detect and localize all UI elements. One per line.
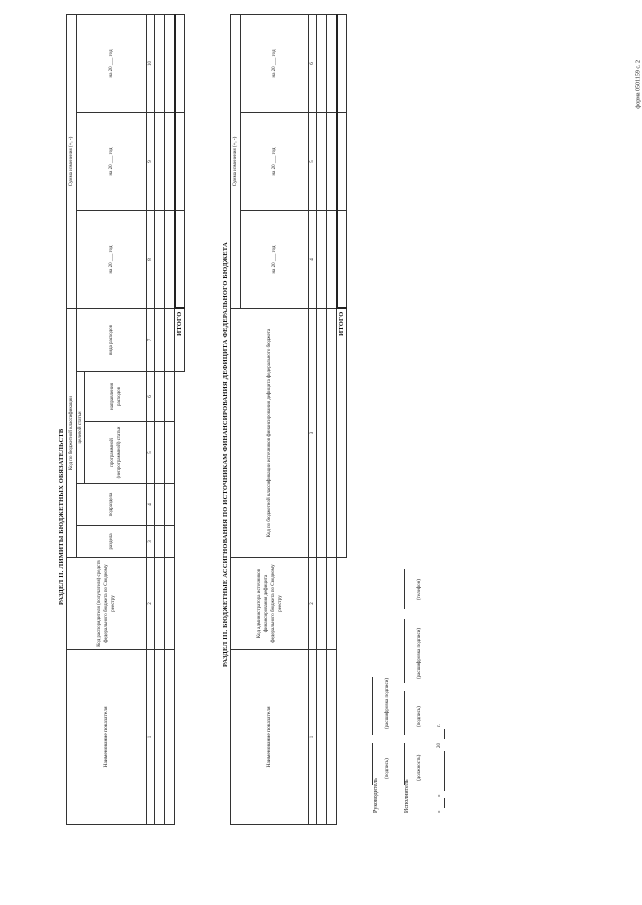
section3-title: РАЗДЕЛ III. БЮДЖЕТНЫЕ АССИГНОВАНИЯ ПО ИСТОЧНИКАМ ФИНАНСИРОВАНИЯ ДЕФИЦИТА ФЕДЕРАЛЬНОГО БЮДЖЕТА	[222, 242, 229, 667]
s3-num-5: 5	[309, 113, 317, 211]
head-sign-line	[372, 743, 373, 785]
date-day-line	[444, 798, 445, 808]
s2-head-section: раздела	[77, 526, 147, 558]
s2-head-budget-class: Код по бюджетной классификации	[67, 309, 77, 558]
date-year-prefix: 20	[437, 743, 442, 748]
s2-num-3: 3	[147, 526, 155, 558]
s2-total-row	[175, 14, 185, 824]
form-code: форма 0501159 с. 2	[636, 60, 642, 109]
s2-head-year3: на 20 ___ год	[77, 14, 147, 112]
section3-table	[230, 14, 347, 825]
date-month-line	[444, 751, 445, 791]
s2-num-1: 1	[147, 650, 155, 825]
s3-head-year2: на 20 ___ год	[241, 113, 309, 211]
table-row	[317, 14, 327, 824]
s3-num-3: 3	[309, 309, 317, 558]
section2-title: РАЗДЕЛ II. ЛИМИТЫ БЮДЖЕТНЫХ ОБЯЗАТЕЛЬСТВ	[58, 428, 65, 605]
s3-head-class: Код по бюджетной классификации источников финансирования дефицита федерального бюджета	[231, 309, 309, 558]
s3-num-2: 2	[309, 558, 317, 650]
s3-head-sum-change: Сумма изменения (+, -)	[231, 14, 241, 308]
s3-num-1: 1	[309, 650, 317, 825]
s3-head-code: Код администратора источников финансирования дефицита федерального бюджета по Сводному реестру	[231, 558, 309, 650]
date-open-quote: «	[437, 810, 442, 813]
s2-head-sum-change: Сумма изменения (+, -)	[67, 14, 77, 308]
s2-num-6: 6	[147, 372, 155, 422]
s3-total-label: ИТОГО	[337, 309, 347, 558]
executor-name-line	[404, 619, 405, 683]
s3-head-name: Наименование показателя	[231, 650, 309, 825]
s3-head-year1: на 20 ___ год	[241, 211, 309, 309]
s2-num-2: 2	[147, 558, 155, 650]
date-suffix: г.	[437, 724, 442, 727]
s2-head-subsection: подраздела	[77, 484, 147, 526]
date-year-line	[444, 729, 445, 739]
s2-num-9: 9	[147, 113, 155, 211]
executor-telefon-caption: (телефон)	[417, 579, 422, 600]
s3-head-year3: на 20 ___ год	[241, 14, 309, 112]
s2-num-8: 8	[147, 211, 155, 309]
s2-head-kind: вида расходов	[77, 309, 147, 372]
s3-num-4: 4	[309, 211, 317, 309]
head-label: Руководитель	[373, 778, 379, 813]
s2-head-name: Наименование показателя	[67, 650, 147, 825]
s3-num-6: 6	[309, 14, 317, 112]
executor-rasshifrovka-caption: (расшифровка подписи)	[417, 627, 422, 679]
s2-head-code: Код распорядителя (получателя) средств федерального бюджета по Сводному реестру	[67, 558, 147, 650]
section2-table	[66, 14, 185, 825]
s3-total-row	[337, 14, 347, 824]
s2-num-7: 7	[147, 309, 155, 372]
s2-num-4: 4	[147, 484, 155, 526]
executor-phone-line	[404, 569, 405, 609]
s2-head-direction: направления расходов	[85, 372, 147, 422]
s2-head-target: целевой статьи	[77, 372, 85, 484]
table-row	[327, 14, 337, 824]
s2-num-10: 10	[147, 14, 155, 112]
s2-head-program: программной (непрограммной) статьи	[85, 422, 147, 484]
executor-sign-line	[404, 691, 405, 735]
s2-num-5: 5	[147, 422, 155, 484]
date-close-quote: »	[437, 794, 442, 797]
executor-position-line	[404, 743, 405, 785]
head-podpis-caption: (подпись)	[385, 758, 390, 779]
s2-total-label: ИТОГО	[175, 309, 185, 372]
executor-podpis-caption: (подпись)	[417, 706, 422, 727]
executor-label: Исполнитель	[404, 779, 410, 813]
head-rasshifrovka-caption: (расшифровка подписи)	[385, 677, 390, 729]
table-row	[155, 14, 165, 824]
table-row	[165, 14, 175, 824]
head-name-line	[372, 677, 373, 735]
s2-head-year1: на 20 ___ год	[77, 211, 147, 309]
executor-dolzhnost-caption: (должность)	[417, 754, 422, 781]
s2-head-year2: на 20 ___ год	[77, 113, 147, 211]
